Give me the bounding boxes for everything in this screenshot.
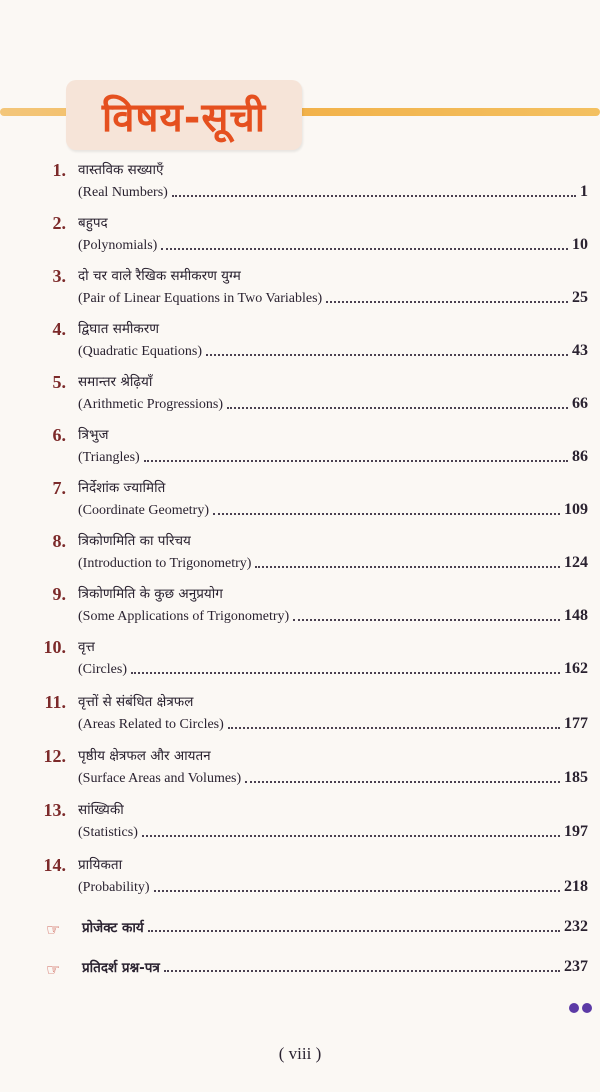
- chapter-title-english: (Polynomials): [78, 238, 158, 253]
- chapter-title-english: (Surface Areas and Volumes): [78, 771, 242, 786]
- leader-dots: [228, 726, 560, 729]
- chapter-title-hindi: वृत्त: [78, 639, 95, 655]
- chapter-title-english: (Statistics): [78, 825, 138, 840]
- extra-title: प्रोजेक्ट कार्य: [82, 920, 144, 936]
- chapter-title-hindi: निर्देशांक ज्यामिति: [78, 480, 166, 496]
- page-number: 25: [572, 289, 588, 306]
- chapter-title-english: (Arithmetic Progressions): [78, 397, 224, 412]
- toc-entry[interactable]: [0, 319, 600, 369]
- page-number: 124: [564, 554, 588, 571]
- leader-dots: [161, 247, 568, 250]
- chapter-number: 5.: [52, 372, 66, 392]
- page-number: 1: [580, 183, 588, 200]
- chapter-title-hindi: सांख्यिकी: [78, 802, 124, 818]
- toc-entry[interactable]: [0, 584, 600, 634]
- chapter-number: 13.: [43, 800, 66, 820]
- leader-dots: [142, 834, 560, 837]
- chapter-number: 7.: [52, 478, 66, 498]
- leader-dots: [154, 889, 560, 892]
- page-number: 232: [564, 918, 588, 935]
- page-number: 218: [564, 878, 588, 895]
- page-number: 237: [564, 958, 588, 975]
- title-box: [66, 80, 302, 150]
- toc-entry[interactable]: [0, 478, 600, 528]
- toc-extra-entry[interactable]: [0, 918, 600, 954]
- chapter-title-hindi: त्रिभुज: [78, 427, 109, 443]
- chapter-number: 4.: [52, 319, 66, 339]
- chapter-title-hindi: त्रिकोणमिति का परिचय: [78, 533, 191, 549]
- page-number: 10: [572, 236, 588, 253]
- chapter-title-english: (Probability): [78, 880, 150, 895]
- chapter-title-english: (Pair of Linear Equations in Two Variables): [78, 291, 323, 306]
- page-number: 148: [564, 607, 588, 624]
- toc-entry[interactable]: [0, 372, 600, 422]
- page-title: विषय-सूची: [101, 94, 267, 141]
- leader-dots: [131, 671, 560, 674]
- chapter-title-english: (Quadratic Equations): [78, 344, 203, 359]
- page-number: 162: [564, 660, 588, 677]
- toc-entry[interactable]: [0, 213, 600, 263]
- chapter-number: 1.: [52, 160, 66, 180]
- page-number: 177: [564, 715, 588, 732]
- chapter-title-hindi: वास्तविक सख्याएँ: [78, 162, 164, 178]
- leader-dots: [144, 459, 568, 462]
- ornament-dots: [569, 1003, 592, 1013]
- leader-dots: [213, 512, 560, 515]
- extra-title: प्रतिदर्श प्रश्न-पत्र: [82, 960, 160, 976]
- chapter-title-hindi: त्रिकोणमिति के कुछ अनुप्रयोग: [78, 586, 223, 602]
- chapter-title-english: (Triangles): [78, 450, 140, 465]
- toc-extra-entry[interactable]: [0, 958, 600, 994]
- folio: ( viii ): [278, 1044, 322, 1063]
- chapter-title-hindi: बहुपद: [78, 215, 108, 231]
- chapter-number: 6.: [52, 425, 66, 445]
- leader-dots: [245, 780, 560, 783]
- chapter-title-hindi: द्विघात समीकरण: [78, 321, 160, 337]
- page-number: 86: [572, 448, 588, 465]
- toc-entry[interactable]: [0, 692, 600, 742]
- chapter-title-english: (Circles): [78, 662, 127, 677]
- page-number: 66: [572, 395, 588, 412]
- chapter-title-english: (Areas Related to Circles): [78, 717, 224, 732]
- chapter-title-english: (Real Numbers): [78, 185, 168, 200]
- chapter-number: 14.: [43, 855, 66, 875]
- toc-entry[interactable]: [0, 746, 600, 796]
- leader-dots: [326, 300, 568, 303]
- chapter-title-hindi: प्रायिकता: [78, 857, 123, 873]
- chapter-number: 2.: [52, 213, 66, 233]
- page-number: 197: [564, 823, 588, 840]
- leader-dots: [172, 194, 576, 197]
- chapter-number: 9.: [52, 584, 66, 604]
- chapter-number: 10.: [43, 637, 66, 657]
- chapter-title-english: (Coordinate Geometry): [78, 503, 210, 518]
- chapter-title-hindi: वृत्तों से संबंधित क्षेत्रफल: [78, 694, 194, 710]
- chapter-number: 12.: [43, 746, 66, 766]
- pointing-hand-icon: ☞: [46, 960, 61, 979]
- chapter-title-hindi: दो चर वाले रैखिक समीकरण युग्म: [78, 268, 241, 284]
- page-number: 43: [572, 342, 588, 359]
- toc-entry[interactable]: [0, 637, 600, 687]
- leader-dots: [148, 929, 560, 932]
- leader-dots: [255, 565, 560, 568]
- chapter-number: 11.: [44, 692, 66, 712]
- chapter-title-english: (Some Applications of Trigonometry): [78, 609, 290, 624]
- toc-entry[interactable]: [0, 266, 600, 316]
- page-number: 185: [564, 769, 588, 786]
- leader-dots: [227, 406, 568, 409]
- chapter-title-hindi: पृष्ठीय क्षेत्रफल और आयतन: [78, 748, 211, 764]
- chapter-title-hindi: समान्तर श्रेढ़ियाँ: [78, 374, 153, 390]
- pointing-hand-icon: ☞: [46, 920, 61, 939]
- toc-entry[interactable]: [0, 160, 600, 210]
- chapter-number: 8.: [52, 531, 66, 551]
- leader-dots: [164, 969, 560, 972]
- toc-entry[interactable]: [0, 531, 600, 581]
- page-number: 109: [564, 501, 588, 518]
- toc-entry[interactable]: [0, 800, 600, 850]
- leader-dots: [206, 353, 568, 356]
- toc-entry[interactable]: [0, 425, 600, 475]
- leader-dots: [293, 618, 560, 621]
- toc-entry[interactable]: [0, 855, 600, 905]
- chapter-number: 3.: [52, 266, 66, 286]
- chapter-title-english: (Introduction to Trigonometry): [78, 556, 252, 571]
